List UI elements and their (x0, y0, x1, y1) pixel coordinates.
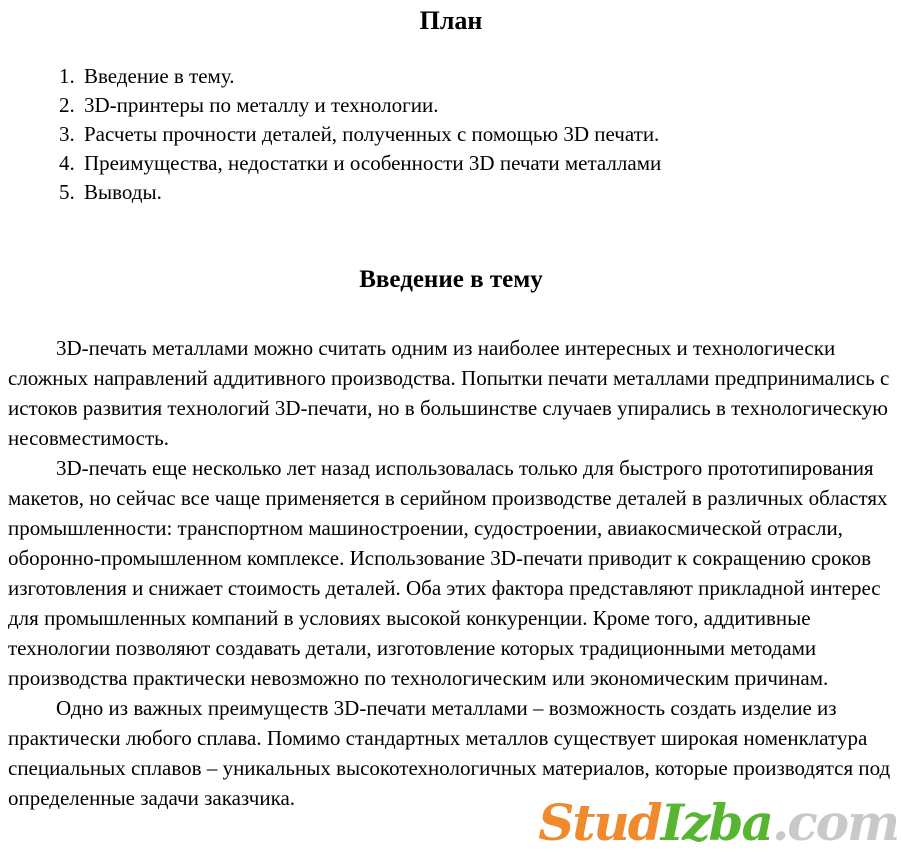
plan-list-item: 1. Введение в тему. (80, 62, 894, 91)
paragraph-1: 3D-печать металлами можно считать одним из наиболее интересных и технологически сложных направлений аддитивного производства. Попытки печати металлами предпринимались с истоков развития технологий 3D-печати, но в большинстве случаев упирались в технологическую несовместимость. (8, 336, 890, 450)
plan-list (8, 62, 894, 207)
studizba-logo-izba: Izba (660, 793, 772, 852)
studizba-logo (538, 793, 898, 852)
plan-list-item: 4. Преимущества, недостатки и особенности 3D печати металлами (80, 149, 894, 178)
plan-list-item: 2. 3D-принтеры по металлу и технологии. (80, 91, 894, 120)
section-heading: Введение в тему (359, 266, 543, 293)
paragraph-3: Одно из важных преимуществ 3D-печати металлами – возможность создать изделие из практически любого сплава. Помимо стандартных металлов существует широкая номенклатура специальных сплавов – уникальных высокотехнологичных материалов, которые производятся под определенные задачи заказчика. (8, 696, 891, 810)
studizba-logo-com: .com (771, 793, 898, 852)
plan-list-item: 3. Расчеты прочности деталей, полученных с помощью 3D печати. (80, 120, 894, 149)
studizba-logo-stud: Stud (538, 793, 661, 852)
paragraph-2: 3D-печать еще несколько лет назад использовалась только для быстрого прототипирования макетов, но сейчас все чаще применяется в серийном производстве деталей в различных областях промышленности: транспортном машиностроении, судостроении, авиакосмической отрасли, оборонно-промышленном комплексе. Использование 3D-печати приводит к сокращению сроков изготовления и снижает стоимость деталей. Оба этих фактора представляют прикладной интерес для промышленных компаний в условиях высокой конкуренции. Кроме того, аддитивные технологии позволяют создавать детали, изготовление которых традиционными методами производства практически невозможно по технологическим или экономическим причинам. (8, 456, 888, 690)
plan-list-item: 5. Выводы. (80, 178, 894, 207)
section-body (8, 333, 894, 813)
document-title: План (419, 6, 483, 35)
